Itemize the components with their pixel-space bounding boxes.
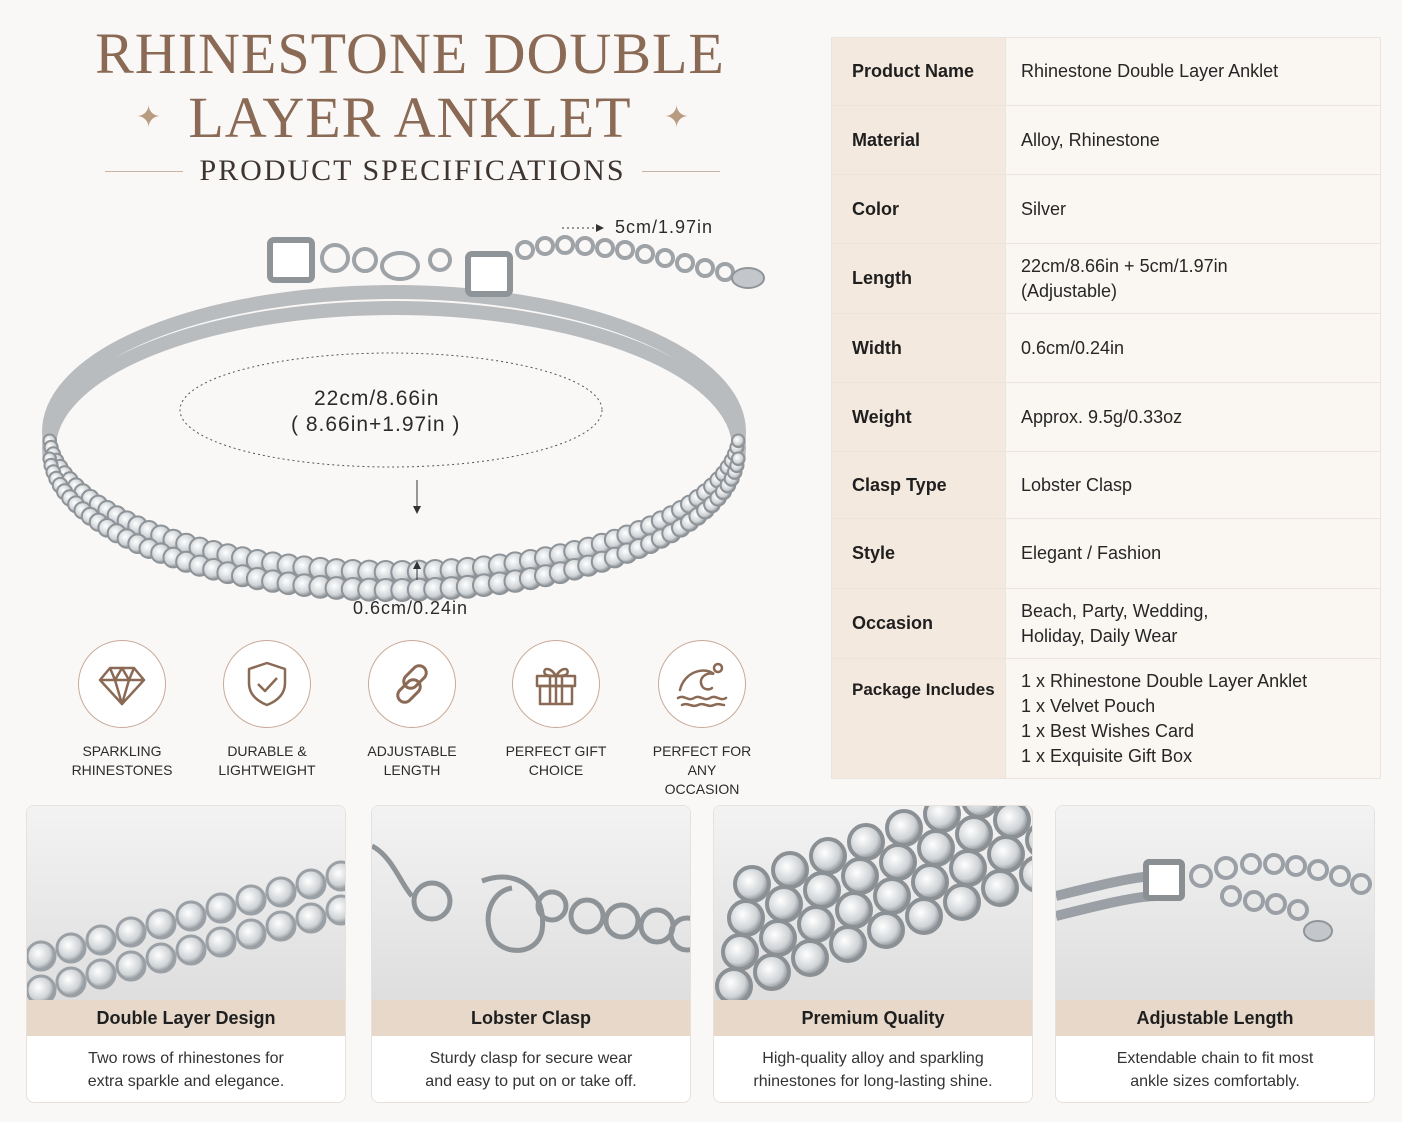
subtitle-row	[105, 153, 720, 189]
spec-key: Material	[832, 106, 1006, 175]
spec-value: Rhinestone Double Layer Anklet	[1006, 38, 1381, 106]
rhinestone	[27, 942, 55, 970]
spec-row	[832, 38, 1381, 106]
rhinestone	[913, 865, 947, 899]
feature-label: PERFECT GIFT CHOICE	[505, 743, 607, 778]
detail-photo	[1056, 806, 1374, 1000]
spec-key: Width	[832, 314, 1006, 383]
feature-sparkling	[57, 640, 187, 780]
sparkle-left-icon: ✦	[136, 101, 162, 134]
rhinestone	[837, 893, 871, 927]
rhinestone	[147, 944, 175, 972]
spec-row	[832, 314, 1381, 383]
length-dimension-label: 22cm/8.66in	[314, 387, 440, 410]
spec-key: Weight	[832, 383, 1006, 452]
rhinestone	[117, 952, 145, 980]
rhinestone	[117, 918, 145, 946]
detail-photo	[714, 806, 1032, 1000]
rhinestone	[945, 885, 979, 919]
spec-row	[832, 175, 1381, 244]
rhinestone	[831, 927, 865, 961]
spec-row	[832, 519, 1381, 589]
rhinestone	[327, 862, 345, 890]
rhinestone	[957, 817, 991, 851]
card-title: Double Layer Design	[27, 1000, 345, 1036]
rhinestone	[27, 976, 55, 1000]
rhinestone	[799, 907, 833, 941]
diamond-icon	[96, 658, 148, 710]
rhinestone	[869, 913, 903, 947]
link-icon	[386, 658, 438, 710]
width-dimension-label: 0.6cm/0.24in	[353, 598, 469, 618]
rhinestone	[925, 806, 959, 831]
rhinestone	[267, 878, 295, 906]
rhinestone	[907, 899, 941, 933]
feature-gift	[491, 640, 621, 780]
rhinestone	[729, 901, 763, 935]
rhinestone	[805, 873, 839, 907]
feature-adjustable	[347, 640, 477, 780]
spec-key: Style	[832, 519, 1006, 589]
card-description: Two rows of rhinestones for extra sparkle and elegance.	[87, 1050, 285, 1090]
rhinestone	[887, 811, 921, 845]
rhinestone-rows-image	[27, 806, 345, 1000]
spec-row	[832, 106, 1381, 175]
rhinestone	[57, 934, 85, 962]
rhinestone	[811, 839, 845, 873]
rhinestone	[995, 806, 1029, 837]
rhinestone	[773, 853, 807, 887]
spec-key: Color	[832, 175, 1006, 244]
spec-row	[832, 659, 1381, 779]
rhinestone	[207, 894, 235, 922]
rhinestone	[87, 926, 115, 954]
card-description: Extendable chain to fit most ankle sizes comfortably.	[1116, 1050, 1314, 1090]
feature-circle	[658, 640, 746, 728]
lobster-clasp-image	[372, 806, 690, 1000]
feature-label: DURABLE & LIGHTWEIGHT	[218, 743, 316, 778]
page-title: RHINESTONE DOUBLE LAYER ANKLET	[95, 21, 725, 150]
rhinestone	[732, 453, 745, 466]
rhinestone	[732, 435, 745, 448]
wave-icon	[674, 658, 730, 710]
spec-row	[832, 589, 1381, 659]
spec-key: Occasion	[832, 589, 1006, 659]
rhinestone	[237, 886, 265, 914]
rhinestone	[297, 904, 325, 932]
spec-row	[832, 244, 1381, 314]
rhinestone	[793, 941, 827, 975]
extension-dimension-label: 5cm/1.97in	[615, 217, 714, 237]
rhinestone	[767, 887, 801, 921]
spec-value: Approx. 9.5g/0.33oz	[1006, 383, 1381, 452]
shield-check-icon	[241, 658, 293, 710]
feature-circle	[368, 640, 456, 728]
feature-label: PERFECT FOR ANY OCCASION	[652, 743, 752, 797]
spec-value: 0.6cm/0.24in	[1006, 314, 1381, 383]
premium-quality-image	[714, 806, 1032, 1000]
feature-label: SPARKLING RHINESTONES	[71, 743, 173, 778]
feature-label: ADJUSTABLE LENGTH	[367, 743, 457, 778]
rhinestone	[297, 870, 325, 898]
rhinestone	[849, 825, 883, 859]
rhinestone	[177, 936, 205, 964]
rhinestone	[843, 859, 877, 893]
extension-chain-image	[1056, 806, 1374, 1000]
feature-circle	[512, 640, 600, 728]
spec-row	[832, 383, 1381, 452]
spec-value: 1 x Rhinestone Double Layer Anklet 1 x Velvet Pouch 1 x Best Wishes Card 1 x Exquisite Gift Box	[1006, 659, 1381, 779]
detail-card-double-layer	[26, 805, 346, 1103]
rhinestone	[717, 969, 751, 1000]
card-description: Sturdy clasp for secure wear and easy to put on or take off.	[425, 1050, 637, 1090]
spec-value: Beach, Party, Wedding, Holiday, Daily Wear	[1006, 589, 1381, 659]
rhinestone	[267, 912, 295, 940]
spec-value: 22cm/8.66in + 5cm/1.97in (Adjustable)	[1006, 244, 1381, 314]
spec-key: Product Name	[832, 38, 1006, 106]
feature-circle	[223, 640, 311, 728]
feature-circle	[78, 640, 166, 728]
detail-photo	[27, 806, 345, 1000]
rhinestone	[57, 968, 85, 996]
spec-value: Elegant / Fashion	[1006, 519, 1381, 589]
card-title: Lobster Clasp	[372, 1000, 690, 1036]
divider	[642, 171, 720, 172]
sparkle-right-icon: ✦	[664, 101, 690, 134]
detail-card-lobster-clasp	[371, 805, 691, 1103]
card-title: Adjustable Length	[1056, 1000, 1374, 1036]
card-description: High-quality alloy and sparkling rhinestones for long-lasting shine.	[753, 1050, 993, 1090]
divider	[105, 171, 183, 172]
rhinestone	[951, 851, 985, 885]
detail-card-premium-quality	[713, 805, 1033, 1103]
detail-card-adjustable-length	[1055, 805, 1375, 1103]
rhinestone	[735, 867, 769, 901]
rhinestone	[327, 896, 345, 924]
rhinestone	[761, 921, 795, 955]
rhinestone	[875, 879, 909, 913]
spec-table	[831, 37, 1381, 779]
gift-icon	[530, 658, 582, 710]
spec-value: Silver	[1006, 175, 1381, 244]
feature-durable	[202, 640, 332, 780]
rhinestone	[87, 960, 115, 988]
spec-row	[832, 452, 1381, 519]
rhinestone	[881, 845, 915, 879]
spec-value: Lobster Clasp	[1006, 452, 1381, 519]
rhinestone	[983, 871, 1017, 905]
spec-key: Length	[832, 244, 1006, 314]
rhinestone	[755, 955, 789, 989]
feature-occasion	[637, 640, 767, 799]
length-sub-label: ( 8.66in+1.97in )	[291, 413, 461, 436]
page-subtitle: PRODUCT SPECIFICATIONS	[199, 154, 626, 187]
spec-key: Clasp Type	[832, 452, 1006, 519]
card-title: Premium Quality	[714, 1000, 1032, 1036]
spec-key: Package Includes	[832, 659, 1006, 779]
detail-photo	[372, 806, 690, 1000]
rhinestone	[919, 831, 953, 865]
rhinestone	[723, 935, 757, 969]
rhinestone	[237, 920, 265, 948]
rhinestone	[177, 902, 205, 930]
rhinestone	[147, 910, 175, 938]
rhinestone	[989, 837, 1023, 871]
spec-value: Alloy, Rhinestone	[1006, 106, 1381, 175]
rhinestone	[207, 928, 235, 956]
rhinestone	[963, 806, 997, 817]
